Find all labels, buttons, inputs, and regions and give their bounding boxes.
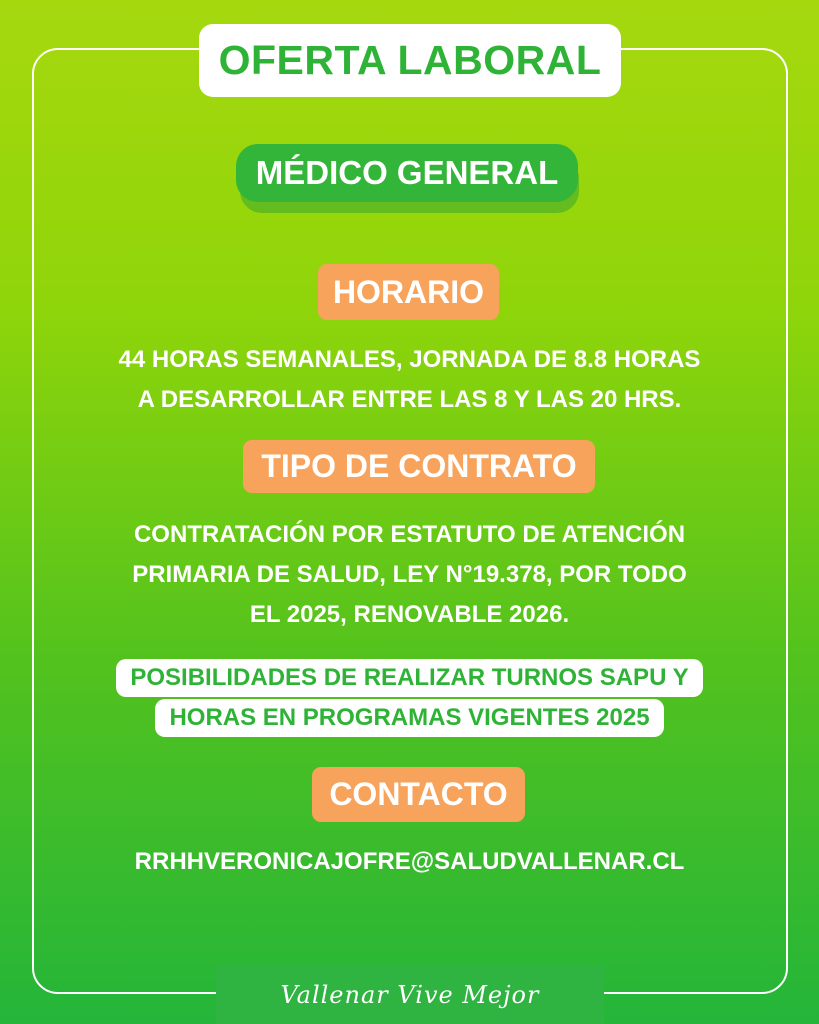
schedule-text: 44 HORAS SEMANALES, JORNADA DE 8.8 HORAS A DESARROLLAR ENTRE LAS 8 Y LAS 20 HRS. [118, 346, 701, 413]
extra-highlight [60, 658, 759, 738]
role-pill [236, 144, 578, 202]
footer-slogan: Vallenar Vive Mejor [280, 981, 540, 1009]
role-title: MÉDICO GENERAL [255, 154, 559, 191]
contract-label: TIPO DE CONTRATO [261, 448, 577, 484]
contract-text: CONTRATACIÓN POR ESTATUTO DE ATENCIÓN PRIMARIA DE SALUD, LEY N°19.378, POR TODO EL 2025, RENOVABLE 2026. [132, 521, 687, 628]
page-title: OFERTA LABORAL [218, 37, 602, 83]
schedule-label-box [318, 264, 499, 320]
title-banner [199, 24, 621, 97]
footer-band [216, 966, 604, 1024]
contact-label-box [312, 767, 525, 822]
extra-line-1: POSIBILIDADES DE REALIZAR TURNOS SAPU Y [116, 659, 702, 697]
schedule-label: HORARIO [332, 273, 485, 310]
extra-line-2: HORAS EN PROGRAMAS VIGENTES 2025 [155, 699, 663, 737]
contact-email[interactable]: RRHHVERONICAJOFRE@SALUDVALLENAR.CL [134, 848, 685, 875]
contract-label-box [243, 440, 595, 493]
contact-label: CONTACTO [329, 776, 508, 812]
